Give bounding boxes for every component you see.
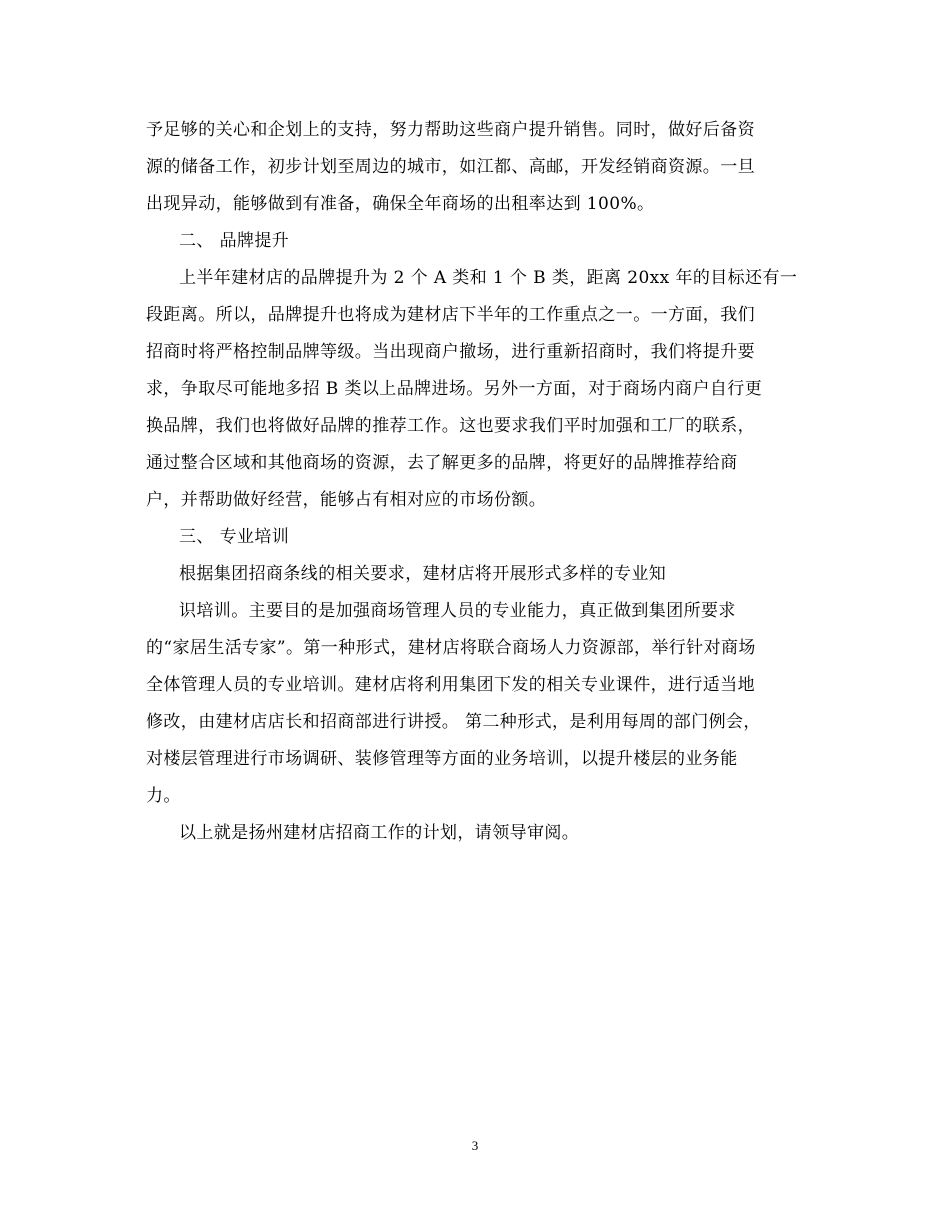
paragraph-line: 的“家居生活专家”。第一种形式，建材店将联合商场人力资源部，举行针对商场 [146,638,756,658]
section-heading: 二、 品牌提升 [179,231,290,251]
paragraph-line: 以上就是扬州建材店招商工作的计划，请领导审阅。 [179,823,580,843]
paragraph-line: 户，并帮助做好经营，能够占有相对应的市场份额。 [146,490,547,510]
section-heading: 三、 专业培训 [179,527,290,547]
paragraph-line: 修改，由建材店店长和招商部进行讲授。 第二种形式，是利用每周的部门例会， [146,712,761,732]
page-number: 3 [471,1138,479,1153]
paragraph-line: 全体管理人员的专业培训。建材店将利用集团下发的相关专业课件，进行适当地 [146,675,755,695]
paragraph-line: 对楼层管理进行市场调研、装修管理等方面的业务培训，以提升楼层的业务能 [146,749,738,769]
paragraph-line: 通过整合区域和其他商场的资源，去了解更多的品牌，将更好的品牌推荐给商 [146,453,738,473]
paragraph-line: 换品牌，我们也将做好品牌的推荐工作。这也要求我们平时加强和工厂的联系， [146,416,755,436]
paragraph-line: 求，争取尽可能地多招 B 类以上品牌进场。另外一方面，对于商场内商户自行更 [146,379,763,399]
paragraph-line: 根据集团招商条线的相关要求，建材店将开展形式多样的专业知 [179,564,667,584]
paragraph-line: 力。 [146,786,181,806]
paragraph-line: 段距离。所以，品牌提升也将成为建材店下半年的工作重点之一。一方面，我们 [146,305,755,325]
paragraph-line: 源的储备工作，初步计划至周边的城市，如江都、高邮，开发经销商资源。一旦 [146,157,755,177]
paragraph-line: 上半年建材店的品牌提升为 2 个 A 类和 1 个 B 类，距离 20xx 年的目标还有一 [179,268,798,288]
paragraph-line: 出现异动，能够做到有准备，确保全年商场的出租率达到 100%。 [146,194,655,214]
paragraph-line: 招商时将严格控制品牌等级。当出现商户撤场，进行重新招商时，我们将提升要 [146,342,755,362]
paragraph-line: 予足够的关心和企划上的支持，努力帮助这些商户提升销售。同时，做好后备资 [146,120,755,140]
paragraph-line: 识培训。主要目的是加强商场管理人员的专业能力，真正做到集团所要求 [179,601,736,621]
